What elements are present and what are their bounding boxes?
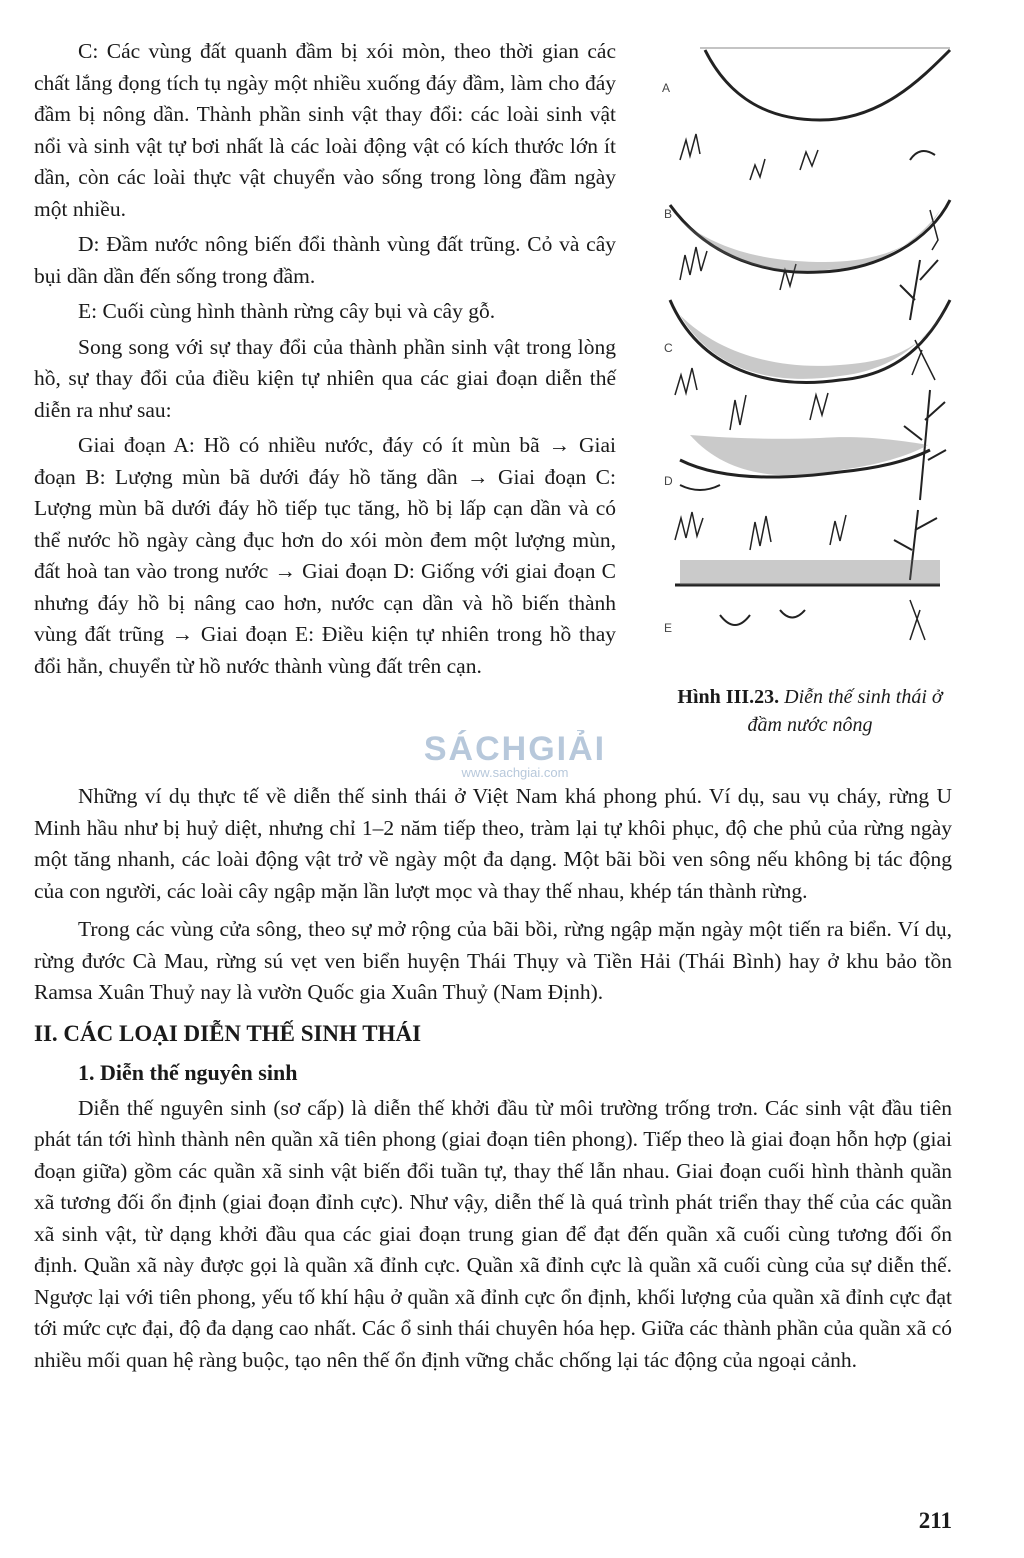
caption-number: Hình III.23. [677,686,780,708]
figure-caption [660,683,960,739]
stage-label-b: B [664,207,673,221]
paragraph-stage-d: D: Đầm nước nông biến đổi thành vùng đất trũng. Cỏ và cây bụi dần dần đến sống trong đầm. [34,232,616,288]
section-heading: II. CÁC LOẠI DIỄN THẾ SINH THÁI [34,1020,422,1046]
paragraph-stage-c: C: Các vùng đất quanh đầm bị xói mòn, theo thời gian các chất lắng đọng tích tụ ngày một nhiều xuống đáy đầm, làm cho đáy đầm bị nông dần. Thành phần sinh vật thay đổi: các loài sinh vật nổi và sinh vật tự bơi nhất là các loài động vật có kích thước lớn ít dần, còn các loài thực vật chuyển vào sống trong lòng đầm ngày một nhiều. [34,39,616,221]
left-column-text [34,36,616,686]
figure-succession [660,40,960,739]
stage-label-d: D [664,474,673,488]
stage-label-c: C [664,341,673,355]
paragraph-primary-succession: Diễn thế nguyên sinh (sơ cấp) là diễn thế khởi đầu từ môi trường trống trơn. Các sinh vật đầu tiên phát tán tới hình thành nên quần xã tiên phong (giai đoạn tiên phong). Tiếp theo là giai đoạn hỗn hợp (giai đoạn giữa) gồm các quần xã sinh vật biến đổi tuần tự, thay thế lẫn nhau. Giai đoạn cuối hình thành quần xã tương đối ổn định (giai đoạn đỉnh cực). Như vậy, diễn thế là quá trình phát triển thay thế của các quần xã sinh vật, từ dạng khởi đầu qua các giai đoạn trung gian để đạt đến quần xã cuối cùng tương đối ổn định. Quần xã này được gọi là quần xã đỉnh cực. Quần xã đỉnh cực là quần xã cuối cùng của sự diễn thế. Ngược lại với tiên phong, yếu tố khí hậu ở quần xã đỉnh cực ổn định, khối lượng của quần xã đỉnh cực đạt tới mức cực đại, độ đa dạng cao nhất. Các ổ sinh thái chuyên hóa hẹp. Giữa các thành phần của quần xã có nhiều mối quan hệ ràng buộc, tạo nên thế ổn định vững chắc chống lại tác động của ngoại cảnh. [34,1095,952,1372]
watermark-url-text: www.sachgiai.com [461,765,569,780]
paragraph-vietnam-examples: Những ví dụ thực tế về diễn thế sinh thái ở Việt Nam khá phong phú. Ví dụ, sau vụ cháy, rừng U Minh hầu như bị huỷ diệt, nhưng chỉ 1–2 năm tiếp theo, tràm lại tự khôi phục, độ che phủ của rừng ngày một tăng nhanh, các loài động vật trở về ngày một đa dạng. Một bãi bồi ven sông nếu không bị tác động của con người, các loài cây ngập mặn lần lượt mọc và thay thế nhau, khép tán thành rừng. [34,784,952,903]
subsection-heading: 1. Diễn thế nguyên sinh [78,1059,298,1085]
stage-label-a: A [662,81,671,95]
paragraph-estuary-examples: Trong các vùng cửa sông, theo sự mở rộng của bãi bồi, rừng ngập mặn ngày một tiến ra biển. Ví dụ, rừng đước Cà Mau, rừng sú vẹt ven biển huyện Thái Thụy và Tiền Hải (Thái Bình) hay ở khu bảo tồn Ramsa Xuân Thuỷ nay là vườn Quốc gia Xuân Thuỷ (Nam Định). [34,917,952,1004]
paragraph-parallel-change: Song song với sự thay đổi của thành phần sinh vật trong lòng hồ, sự thay đổi của điều kiện tự nhiên qua các giai đoạn diễn thế diễn ra như sau: [34,334,616,422]
paragraph-stage-sequence: Giai đoạn A: Hồ có nhiều nước, đáy có ít mùn bã → Giai đoạn B: Lượng mùn bã dưới đáy hồ tăng dần → Giai đoạn C: Lượng mùn bã dưới đáy hồ tiếp tục tăng, hồ bị lấp cạn dần và có thể nước hồ ngày càng đục hơn do xói mòn đem một lượng mùn, đất hoà tan vào trong nước → Giai đoạn D: Giống với giai đoạn C nhưng đáy hồ bị nâng cao hơn, nước cạn dần và hồ biến thành vùng đất trũng → Giai đoạn E: Điều kiện tự nhiên trong hồ thay đổi hẳn, chuyển từ hồ nước thành vùng đất trên cạn. [34,433,616,678]
watermark-main-text: SÁCHGIẢI [423,730,607,768]
full-width-text [34,781,952,1383]
watermark-logo [410,730,620,780]
stage-label-e: E [664,621,673,635]
succession-illustration [660,40,960,665]
paragraph-stage-e: E: Cuối cùng hình thành rừng cây bụi và cây gỗ. [78,299,496,323]
page-number: 211 [918,1508,952,1533]
caption-text: Diễn thế sinh thái ở đầm nước nông [747,686,943,736]
